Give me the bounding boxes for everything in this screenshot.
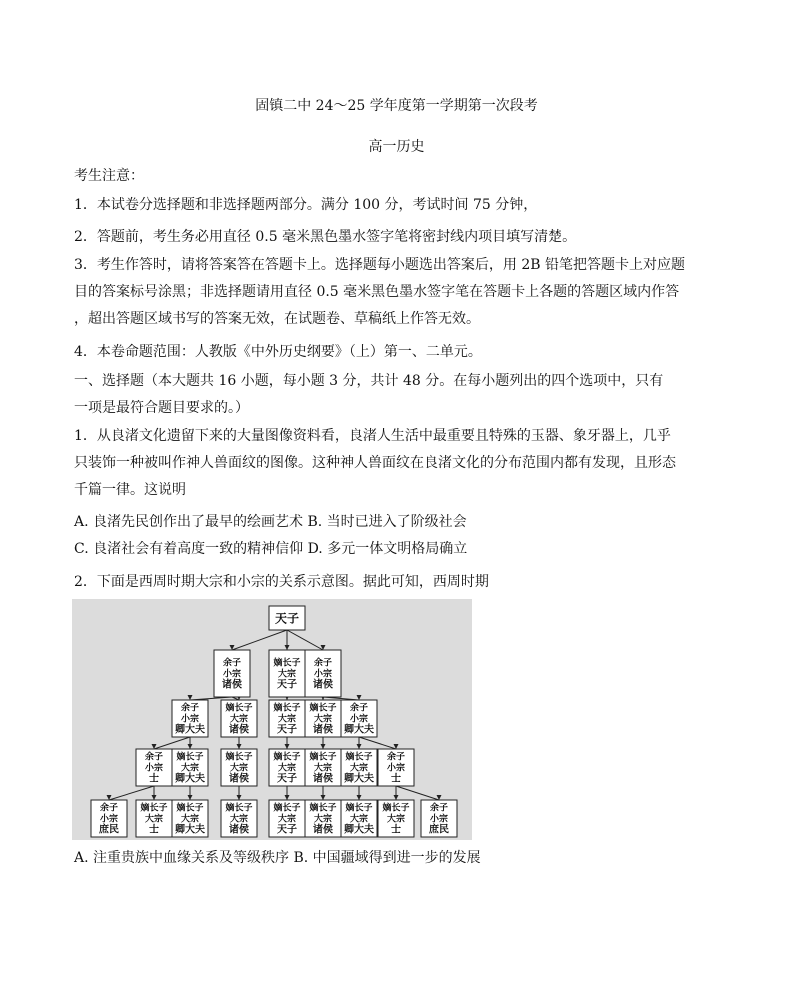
node-label: 嫡长子 [176, 752, 204, 763]
node-label: 余子 [144, 752, 164, 763]
node-label: 嫡长子 [273, 803, 301, 814]
lineage-node [305, 650, 341, 697]
node-label: 天子 [277, 824, 297, 836]
node-label: 大宗 [313, 814, 333, 825]
exam-subject: 高一历史 [368, 139, 425, 155]
connector-arrow [237, 795, 242, 800]
node-label: 大宗 [386, 814, 406, 825]
node-label: 余子 [99, 803, 119, 814]
node-label: 嫡长子 [345, 803, 373, 814]
lineage-node [221, 800, 257, 837]
question-1-stem: 千篇一律。这说明 [74, 482, 186, 498]
lineage-node [421, 800, 457, 837]
node-label: 嫡长子 [345, 752, 373, 763]
notice-item: 3．考生作答时，请将答案答在答题卡上。选择题每小题选出答案后，用 2B 铅笔把答题卡上对应题 [74, 257, 686, 273]
connector-arrow [188, 695, 193, 700]
connector-arrow [188, 744, 193, 749]
connector-arrow [394, 795, 399, 800]
node-label: 士 [149, 824, 159, 836]
node-label: 天子 [274, 611, 300, 626]
connector-arrow [188, 795, 193, 800]
connector-arrow [357, 695, 362, 700]
node-label: 嫡长子 [309, 752, 337, 763]
node-label: 诸侯 [313, 824, 333, 836]
node-label: 大宗 [180, 814, 200, 825]
question-2-stem: 2．下面是西周时期大宗和小宗的关系示意图。据此可知，西周时期 [74, 574, 489, 590]
lineage-node [269, 606, 305, 630]
node-label: 小宗 [180, 714, 200, 725]
lineage-node [221, 700, 257, 737]
node-label: 卿大夫 [175, 773, 205, 785]
lineage-node [341, 700, 377, 737]
lineage-node [269, 700, 305, 737]
node-label: 余子 [222, 658, 242, 669]
connector-arrow [321, 795, 326, 800]
node-label: 小宗 [144, 763, 164, 774]
node-label: 天子 [277, 724, 297, 736]
lineage-node [341, 800, 377, 837]
node-label: 大宗 [229, 714, 249, 725]
node-label: 嫡长子 [273, 703, 301, 714]
node-label: 大宗 [229, 763, 249, 774]
lineage-node [91, 800, 127, 837]
lineage-node [136, 800, 172, 837]
notice-heading: 考生注意： [74, 168, 144, 184]
node-label: 卿大夫 [175, 724, 205, 736]
lineage-node [269, 650, 305, 697]
lineage-connector [232, 630, 287, 650]
node-label: 余子 [349, 703, 369, 714]
node-label: 大宗 [277, 714, 297, 725]
question-1-options-cd: C. 良渚社会有着高度一致的精神信仰 D. 多元一体文明格局确立 [74, 541, 468, 557]
lineage-connector [109, 786, 154, 800]
node-label: 余子 [180, 703, 200, 714]
node-label: 卿大夫 [175, 824, 205, 836]
connector-arrow [357, 795, 362, 800]
node-label: 大宗 [349, 763, 369, 774]
zongfa-diagram [72, 599, 472, 840]
connector-arrow [321, 744, 326, 749]
lineage-node [136, 749, 172, 786]
lineage-node [269, 749, 305, 786]
node-label: 余子 [429, 803, 449, 814]
node-label: 卿大夫 [344, 773, 374, 785]
question-2-options-ab: A. 注重贵族中血缘关系及等级秩序 B. 中国疆域得到进一步的发展 [74, 850, 481, 866]
node-label: 小宗 [429, 814, 449, 825]
node-label: 嫡长子 [273, 752, 301, 763]
connector-arrow [357, 744, 362, 749]
node-label: 嫡长子 [309, 803, 337, 814]
node-label: 士 [391, 824, 401, 836]
node-label: 诸侯 [229, 824, 249, 836]
node-label: 嫡长子 [273, 658, 301, 669]
lineage-connector [287, 630, 323, 650]
notice-item: 1．本试卷分选择题和非选择题两部分。满分 100 分，考试时间 75 分钟， [74, 197, 538, 213]
node-label: 诸侯 [313, 773, 333, 785]
connector-arrow [237, 744, 242, 749]
lineage-connector [154, 737, 190, 749]
question-1-stem: 只装饰一种被叫作神人兽面纹的图像。这种神人兽面纹在良渚文化的分布范围内都有发现，且形态 [74, 455, 676, 471]
node-label: 嫡长子 [176, 803, 204, 814]
node-label: 大宗 [349, 814, 369, 825]
node-label: 嫡长子 [225, 752, 253, 763]
connector-arrow [285, 744, 290, 749]
connector-arrow [152, 795, 157, 800]
lineage-node [172, 749, 208, 786]
node-label: 天子 [277, 679, 297, 691]
node-label: 天子 [277, 773, 297, 785]
node-label: 士 [149, 773, 159, 785]
node-label: 嫡长子 [225, 803, 253, 814]
lineage-node [172, 800, 208, 837]
node-label: 嫡长子 [309, 703, 337, 714]
lineage-node [378, 749, 414, 786]
connector-arrow [285, 795, 290, 800]
node-label: 余子 [313, 658, 333, 669]
notice-item: ，超出答题区域书写的答案无效，在试题卷、草稿纸上作答无效。 [74, 311, 480, 327]
node-label: 士 [391, 773, 401, 785]
node-label: 大宗 [144, 814, 164, 825]
node-label: 诸侯 [313, 679, 333, 691]
node-label: 诸侯 [313, 724, 333, 736]
node-label: 余子 [386, 752, 406, 763]
node-label: 嫡长子 [140, 803, 168, 814]
node-label: 小宗 [222, 669, 242, 680]
lineage-node [341, 749, 377, 786]
node-label: 庶民 [429, 824, 449, 836]
lineage-connector [396, 786, 439, 800]
exam-title: 固镇二中 24～25 学年度第一学期第一次段考 [255, 98, 538, 114]
node-label: 大宗 [277, 763, 297, 774]
node-label: 大宗 [180, 763, 200, 774]
node-label: 卿大夫 [344, 824, 374, 836]
lineage-node [172, 700, 208, 737]
notice-item: 4．本卷命题范围：人教版《中外历史纲要》（上）第一、二单元。 [74, 344, 482, 360]
node-label: 大宗 [277, 814, 297, 825]
question-1-options-ab: A. 良渚先民创作出了最早的绘画艺术 B. 当时已进入了阶级社会 [74, 514, 467, 530]
node-label: 卿大夫 [344, 724, 374, 736]
node-label: 小宗 [349, 714, 369, 725]
connector-arrow [285, 645, 290, 650]
lineage-node [378, 800, 414, 837]
node-label: 诸侯 [229, 724, 249, 736]
lineage-node [214, 650, 250, 697]
lineage-node [305, 800, 341, 837]
notice-item: 目的答案标号涂黑；非选择题请用直径 0.5 毫米黑色墨水签字笔在答题卡上各题的答题区域内作答 [74, 284, 680, 300]
section-heading-cont: 一项是最符合题目要求的。） [74, 400, 249, 416]
notice-item: 2．答题前，考生务必用直径 0.5 毫米黑色墨水签字笔将密封线内项目填写清楚。 [74, 229, 577, 245]
section-heading: 一、选择题（本大题共 16 小题，每小题 3 分，共计 48 分。在每小题列出的四个选项中，只有 [74, 373, 664, 389]
node-label: 诸侯 [222, 679, 242, 691]
node-label: 嫡长子 [382, 803, 410, 814]
node-label: 大宗 [313, 763, 333, 774]
node-label: 诸侯 [229, 773, 249, 785]
lineage-node [305, 700, 341, 737]
node-label: 大宗 [277, 669, 297, 680]
node-label: 庶民 [99, 824, 119, 836]
lineage-node [221, 749, 257, 786]
question-1-stem: 1．从良渚文化遗留下来的大量图像资料看，良渚人生活中最重要且特殊的玉器、象牙器上，几乎 [74, 428, 671, 444]
node-label: 大宗 [313, 714, 333, 725]
node-label: 小宗 [313, 669, 333, 680]
node-label: 小宗 [386, 763, 406, 774]
lineage-node [269, 800, 305, 837]
lineage-connector [359, 737, 396, 749]
node-label: 小宗 [99, 814, 119, 825]
lineage-node [305, 749, 341, 786]
node-label: 大宗 [229, 814, 249, 825]
node-label: 嫡长子 [225, 703, 253, 714]
